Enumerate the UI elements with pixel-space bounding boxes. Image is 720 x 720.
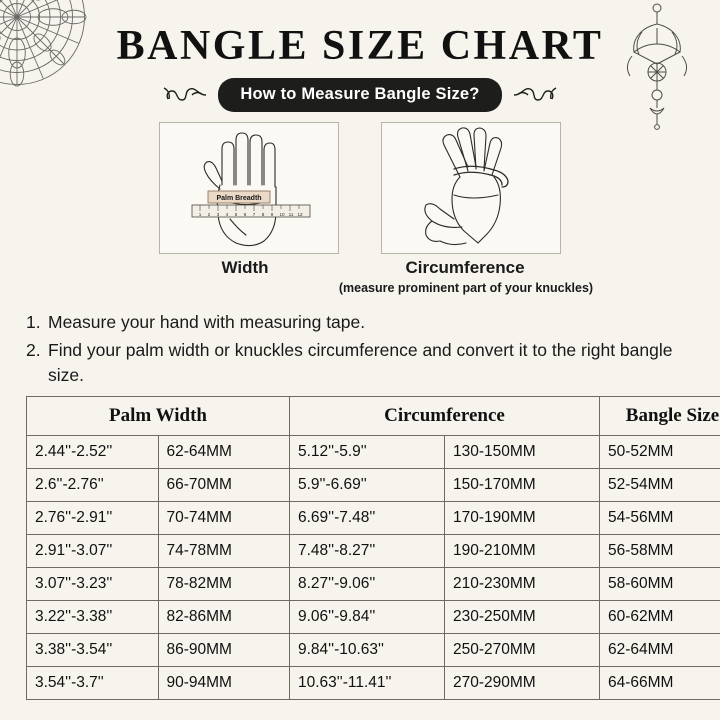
cell-circumference-mm: 250-270MM <box>445 634 600 667</box>
table-header-palm-width: Palm Width <box>27 397 290 436</box>
cell-circumference-inches: 5.9''-6.69'' <box>290 469 445 502</box>
cell-circumference-mm: 170-190MM <box>445 502 600 535</box>
svg-text:1: 1 <box>198 212 202 217</box>
instruction-number: 1. <box>26 312 41 332</box>
cell-circumference-inches: 5.12''-5.9'' <box>290 436 445 469</box>
subtitle-pill: How to Measure Bangle Size? <box>218 78 501 112</box>
cell-circumference-inches: 7.48''-8.27'' <box>290 535 445 568</box>
table-header-row <box>27 397 720 436</box>
cell-palm-width-mm: 62-64MM <box>158 436 290 469</box>
cell-bangle-size: 56-58MM <box>600 535 720 568</box>
cell-circumference-mm: 150-170MM <box>445 469 600 502</box>
hand-circumference-icon <box>382 123 560 253</box>
cell-palm-width-mm: 66-70MM <box>158 469 290 502</box>
cell-palm-width-inches: 2.6''-2.76'' <box>27 469 159 502</box>
svg-text:4: 4 <box>225 212 229 217</box>
instruction-number: 2. <box>26 340 41 360</box>
table-row <box>27 601 720 634</box>
flourish-right-icon <box>512 82 558 108</box>
table-row <box>27 469 720 502</box>
instruction-step <box>26 338 696 388</box>
cell-circumference-mm: 190-210MM <box>445 535 600 568</box>
table-row <box>27 436 720 469</box>
svg-text:2: 2 <box>207 212 211 217</box>
table-header-circumference: Circumference <box>290 397 600 436</box>
page-title: BANGLE SIZE CHART <box>116 23 604 69</box>
cell-circumference-mm: 130-150MM <box>445 436 600 469</box>
svg-text:3: 3 <box>216 212 220 217</box>
illustration-caption-width: Width <box>221 258 269 277</box>
subtitle-row <box>0 78 720 112</box>
svg-text:6: 6 <box>243 212 247 217</box>
svg-text:12: 12 <box>297 212 303 217</box>
cell-bangle-size: 50-52MM <box>600 436 720 469</box>
palm-width-illustration <box>159 122 339 254</box>
cell-circumference-mm: 270-290MM <box>445 667 600 700</box>
table-header-bangle-size: Bangle Size <box>600 397 720 436</box>
cell-bangle-size: 54-56MM <box>600 502 720 535</box>
instruction-text: Measure your hand with measuring tape. <box>48 312 366 332</box>
illustration-row <box>0 122 720 254</box>
svg-text:Palm Breadth: Palm Breadth <box>216 195 262 202</box>
cell-palm-width-mm: 78-82MM <box>158 568 290 601</box>
table-row <box>27 568 720 601</box>
svg-text:8: 8 <box>261 212 265 217</box>
cell-palm-width-mm: 74-78MM <box>158 535 290 568</box>
hand-width-icon <box>160 123 338 253</box>
svg-text:9: 9 <box>270 212 274 217</box>
table-row <box>27 634 720 667</box>
cell-palm-width-inches: 3.38''-3.54'' <box>27 634 159 667</box>
cell-circumference-inches: 6.69''-7.48'' <box>290 502 445 535</box>
cell-circumference-inches: 9.84''-10.63'' <box>290 634 445 667</box>
svg-text:11: 11 <box>288 212 294 217</box>
cell-palm-width-mm: 90-94MM <box>158 667 290 700</box>
flourish-left-icon <box>162 82 208 108</box>
cell-palm-width-mm: 82-86MM <box>158 601 290 634</box>
illustration-caption-circumference: Circumference <box>405 258 525 277</box>
size-table-wrapper <box>26 396 720 700</box>
svg-text:5: 5 <box>234 212 238 217</box>
instructions-list <box>26 310 696 391</box>
cell-bangle-size: 62-64MM <box>600 634 720 667</box>
cell-circumference-inches: 10.63''-11.41'' <box>290 667 445 700</box>
cell-circumference-mm: 230-250MM <box>445 601 600 634</box>
cell-bangle-size: 60-62MM <box>600 601 720 634</box>
circumference-illustration <box>381 122 561 254</box>
svg-text:10: 10 <box>279 212 285 217</box>
cell-bangle-size: 64-66MM <box>600 667 720 700</box>
table-row <box>27 535 720 568</box>
table-row <box>27 502 720 535</box>
svg-text:7: 7 <box>252 212 256 217</box>
illustration-subcaption-circumference: (measure prominent part of your knuckles) <box>338 281 594 295</box>
size-table <box>26 396 720 700</box>
cell-circumference-inches: 9.06''-9.84'' <box>290 601 445 634</box>
cell-palm-width-inches: 3.54''-3.7'' <box>27 667 159 700</box>
cell-bangle-size: 58-60MM <box>600 568 720 601</box>
cell-circumference-inches: 8.27''-9.06'' <box>290 568 445 601</box>
cell-palm-width-inches: 3.07''-3.23'' <box>27 568 159 601</box>
cell-palm-width-inches: 2.91''-3.07'' <box>27 535 159 568</box>
instruction-text: Find your palm width or knuckles circumference and convert it to the right bangle size. <box>48 340 673 385</box>
cell-palm-width-inches: 2.76''-2.91'' <box>27 502 159 535</box>
cell-palm-width-inches: 2.44''-2.52'' <box>27 436 159 469</box>
cell-circumference-mm: 210-230MM <box>445 568 600 601</box>
cell-palm-width-mm: 70-74MM <box>158 502 290 535</box>
cell-palm-width-mm: 86-90MM <box>158 634 290 667</box>
table-row <box>27 667 720 700</box>
instruction-step <box>26 310 696 335</box>
cell-bangle-size: 52-54MM <box>600 469 720 502</box>
cell-palm-width-inches: 3.22''-3.38'' <box>27 601 159 634</box>
